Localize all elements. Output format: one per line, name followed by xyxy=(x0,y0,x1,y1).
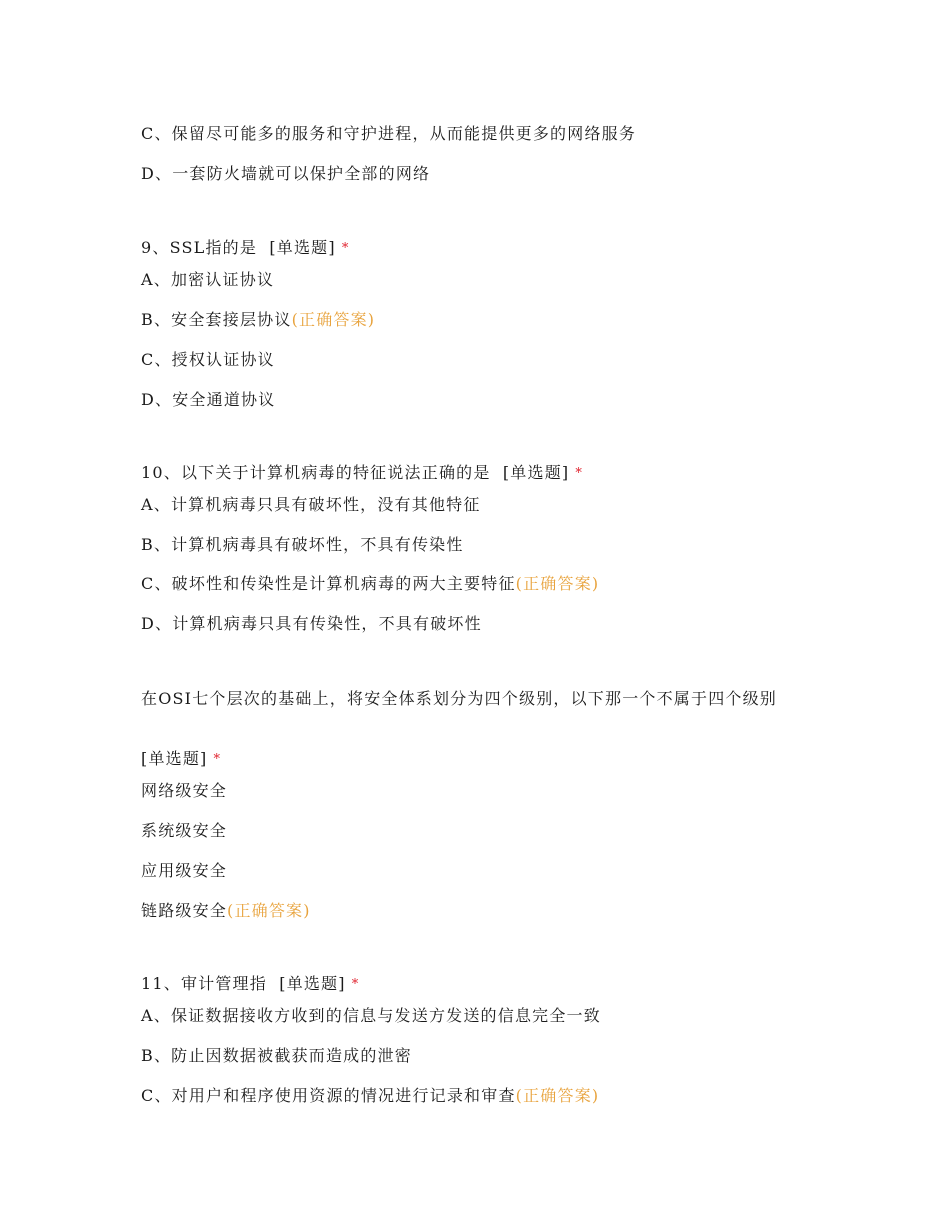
q10-title xyxy=(141,463,583,485)
option-text: D、计算机病毒只具有传染性，不具有破坏性 xyxy=(141,614,482,633)
q9-option-d xyxy=(141,390,275,410)
option-text: A、加密认证协议 xyxy=(141,270,275,289)
question-text: 10、以下关于计算机病毒的特征说法正确的是 xyxy=(141,463,491,482)
correct-answer-label: (正确答案) xyxy=(227,901,311,920)
required-mark: * xyxy=(575,466,584,481)
q10-option-c xyxy=(141,574,599,594)
q-osi-option-3 xyxy=(141,861,227,881)
option-text: B、计算机病毒具有破坏性，不具有传染性 xyxy=(141,535,464,554)
q11-title xyxy=(141,974,359,996)
question-type: [单选题] xyxy=(141,749,208,768)
option-text: A、计算机病毒只具有破坏性，没有其他特征 xyxy=(141,495,481,514)
q8-option-c xyxy=(141,124,636,144)
option-text: D、安全通道协议 xyxy=(141,390,276,409)
question-text: 9、SSL指的是 xyxy=(141,238,258,257)
question-type: [单选题] xyxy=(279,974,346,993)
question-type: [单选题] xyxy=(269,238,336,257)
question-text: 在OSI七个层次的基础上，将安全体系划分为四个级别，以下那一个不属于四个级别 xyxy=(141,689,777,708)
q-osi-option-2 xyxy=(141,821,227,841)
option-text: C、授权认证协议 xyxy=(141,350,275,369)
required-mark: * xyxy=(213,752,222,767)
q11-option-c xyxy=(141,1086,599,1106)
question-text: 11、审计管理指 xyxy=(141,974,267,993)
q11-option-a xyxy=(141,1006,601,1026)
q-osi-option-1 xyxy=(141,781,227,801)
option-text: 应用级安全 xyxy=(141,861,228,880)
required-mark: * xyxy=(351,977,360,992)
q9-option-c xyxy=(141,350,275,370)
q-osi-option-4 xyxy=(141,901,311,921)
q9-option-b xyxy=(141,310,375,330)
q10-option-b xyxy=(141,535,464,555)
option-text: C、对用户和程序使用资源的情况进行记录和审查 xyxy=(141,1086,516,1105)
q9-option-a xyxy=(141,270,274,290)
option-text: 链路级安全 xyxy=(141,901,228,920)
q8-option-d xyxy=(141,164,430,184)
option-text: D、一套防火墙就可以保护全部的网络 xyxy=(141,164,431,183)
option-text: 系统级安全 xyxy=(141,821,228,840)
correct-answer-label: (正确答案) xyxy=(291,310,376,329)
q9-title xyxy=(141,238,350,260)
q11-option-b xyxy=(141,1046,412,1066)
q-osi-type-line xyxy=(141,749,221,771)
option-text: B、防止因数据被截获而造成的泄密 xyxy=(141,1046,412,1065)
option-text: B、安全套接层协议 xyxy=(141,310,292,329)
q10-option-a xyxy=(141,495,481,515)
option-text: C、破坏性和传染性是计算机病毒的两大主要特征 xyxy=(141,574,516,593)
option-text: A、保证数据接收方收到的信息与发送方发送的信息完全一致 xyxy=(141,1006,601,1025)
option-text: 网络级安全 xyxy=(141,781,228,800)
correct-answer-label: (正确答案) xyxy=(515,1086,600,1105)
question-type: [单选题] xyxy=(502,463,570,482)
required-mark: * xyxy=(341,241,350,256)
option-text: C、保留尽可能多的服务和守护进程，从而能提供更多的网络服务 xyxy=(141,124,637,143)
correct-answer-label: (正确答案) xyxy=(515,574,600,593)
q-osi-title xyxy=(141,688,821,709)
q10-option-d xyxy=(141,614,482,634)
